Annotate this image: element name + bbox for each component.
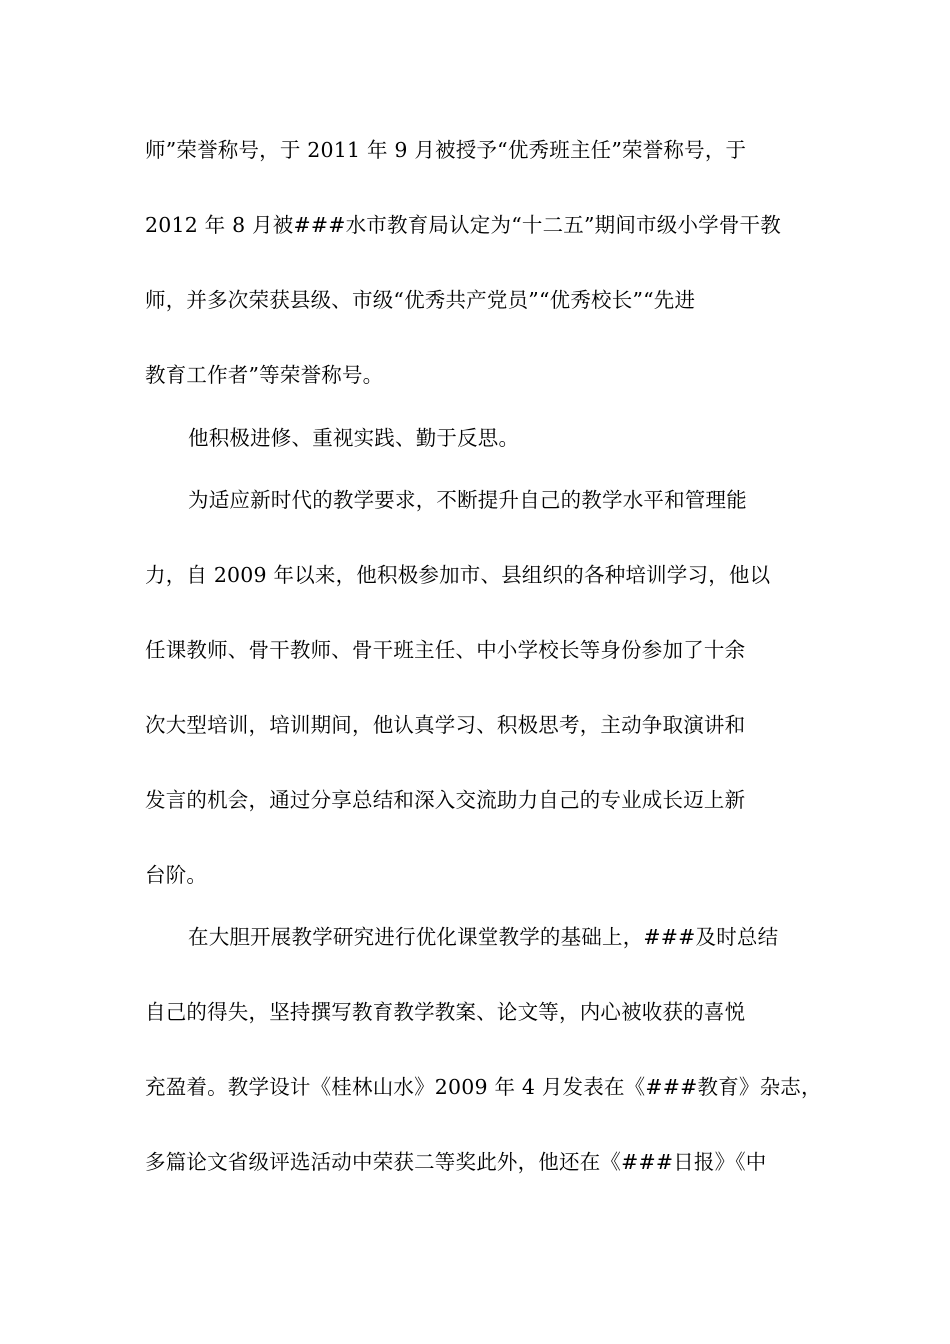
text-line: 台阶。 xyxy=(145,863,208,887)
text-line: 师，并多次荣获县级、市级“优秀共产党员”“优秀校长”“先进 xyxy=(145,288,696,312)
paragraph-first-line: 在大胆开展教学研究进行优化课堂教学的基础上，###及时总结 xyxy=(188,925,779,949)
text-line: 力，自 2009 年以来，他积极参加市、县组织的各种培训学习，他以 xyxy=(145,563,771,587)
text-line: 充盈着。教学设计《桂林山水》2009 年 4 月发表在《###教育》杂志， xyxy=(145,1075,822,1099)
text-line: 2012 年 8 月被###水市教育局认定为“十二五”期间市级小学骨干教 xyxy=(145,213,781,237)
text-line: 次大型培训，培训期间，他认真学习、积极思考，主动争取演讲和 xyxy=(145,713,746,737)
paragraph-first-line: 他积极进修、重视实践、勤于反思。 xyxy=(188,426,520,450)
paragraph-first-line: 为适应新时代的教学要求，不断提升自己的教学水平和管理能 xyxy=(188,488,747,512)
text-line: 自己的得失，坚持撰写教育教学教案、论文等，内心被收获的喜悦 xyxy=(145,1000,746,1024)
text-line: 发言的机会，通过分享总结和深入交流助力自己的专业成长迈上新 xyxy=(145,788,746,812)
text-line: 教育工作者”等荣誉称号。 xyxy=(145,363,384,387)
text-line: 多篇论文省级评选活动中荣获二等奖此外，他还在《###日报》《中 xyxy=(145,1150,767,1174)
text-line: 任课教师、骨干教师、骨干班主任、中小学校长等身份参加了十余 xyxy=(145,638,746,662)
text-line: 师”荣誉称号，于 2011 年 9 月被授予“优秀班主任”荣誉称号，于 xyxy=(145,138,747,162)
